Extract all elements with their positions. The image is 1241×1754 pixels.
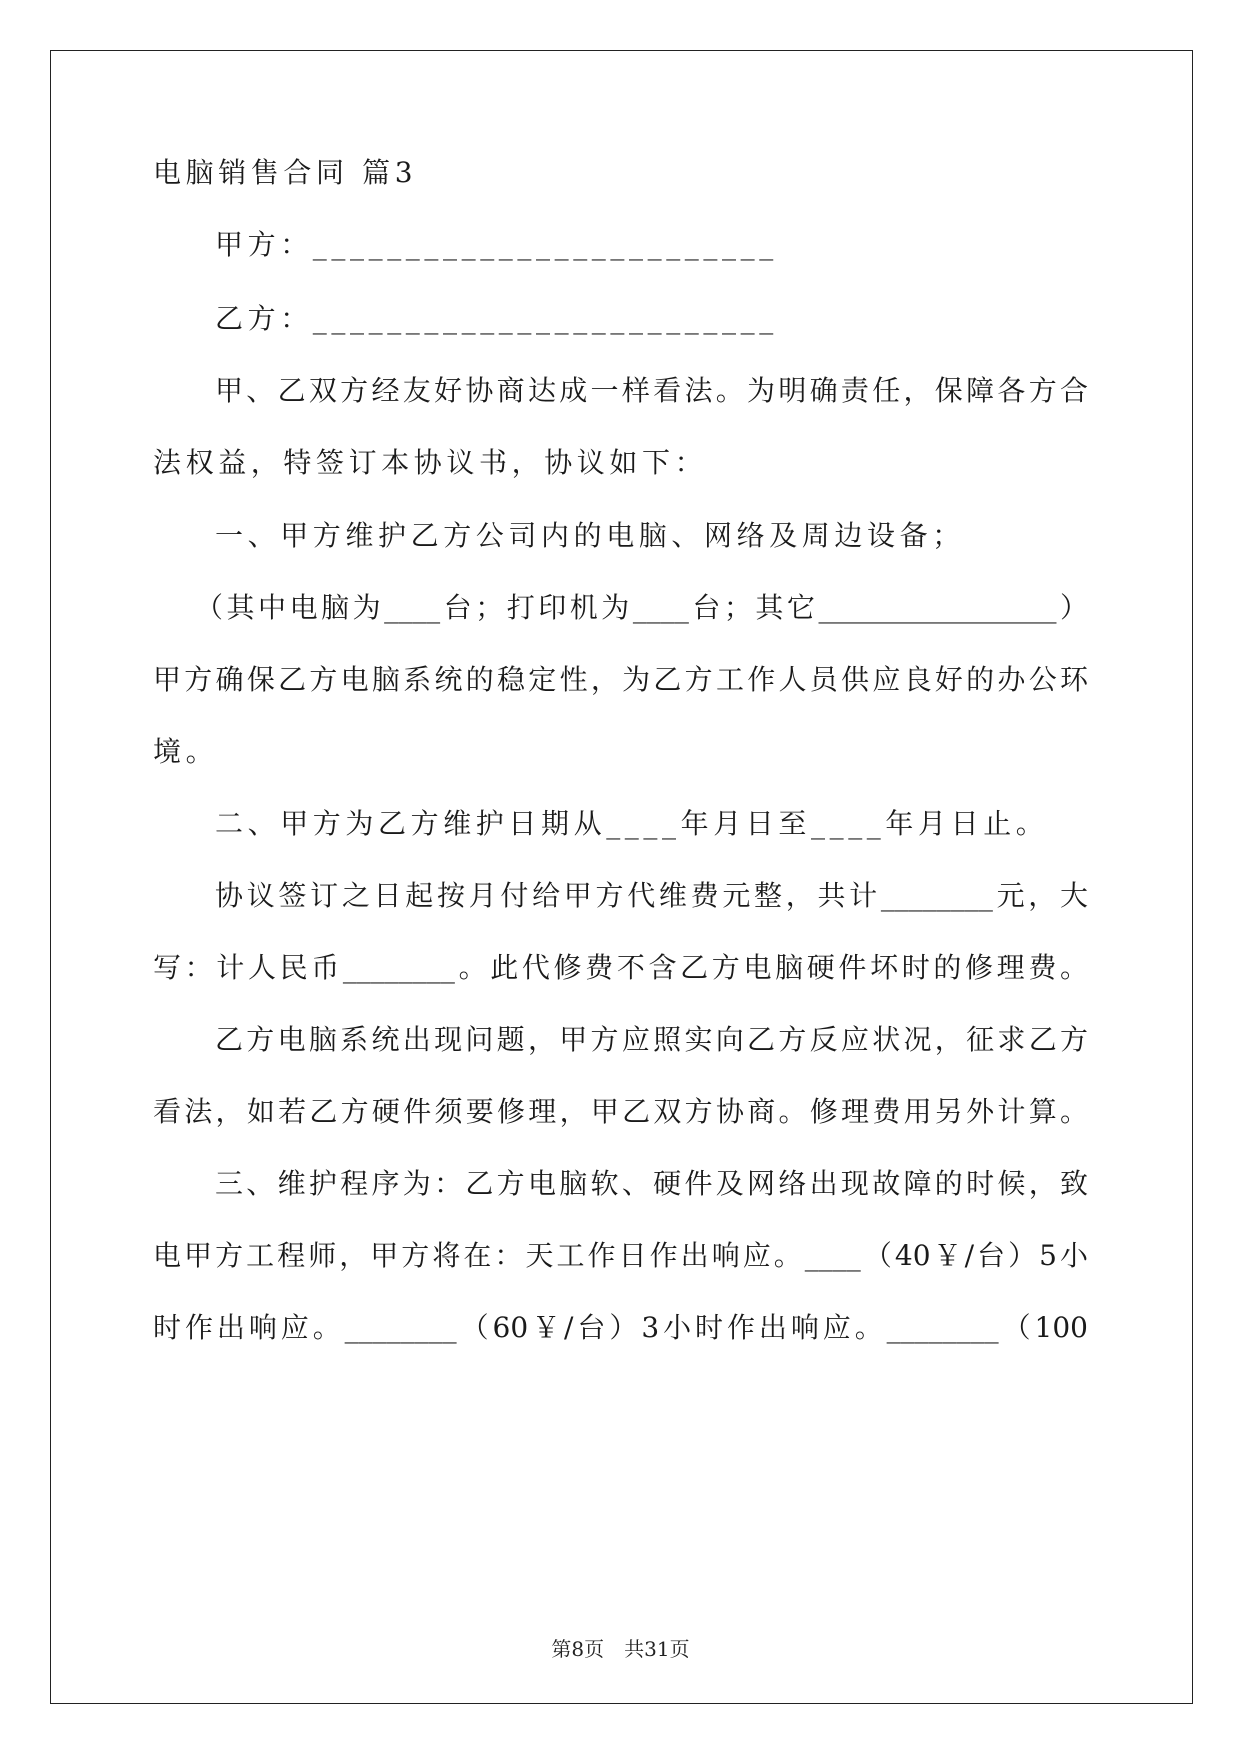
- paragraph-line: 甲、乙双方经友好协商达成一样看法。为明确责任，保障各方合: [215, 374, 1088, 407]
- paragraph-line: 电甲方工程师，甲方将在：天工作日作出响应。____（40￥/台）5小: [153, 1239, 1088, 1272]
- paragraph-line: 看法，如若乙方硬件须要修理，甲乙双方协商。修理费用另外计算。: [153, 1095, 1088, 1128]
- page-number-footer: 第8页 共31页: [551, 1637, 690, 1661]
- paragraph-line: （其中电脑为____台；打印机为____台；其它_________________）: [195, 591, 1088, 624]
- paragraph-line: 境。: [153, 735, 219, 768]
- document-title: 电脑销售合同 篇3: [153, 156, 418, 189]
- paragraph-line: 协议签订之日起按月付给甲方代维费元整，共计________元，大: [215, 879, 1088, 912]
- party-b-line: 乙方：_________________________: [215, 302, 778, 335]
- paragraph-line: 写：计人民币________。此代修费不含乙方电脑硬件坏时的修理费。: [153, 951, 1088, 984]
- clause-1-line: 一、甲方维护乙方公司内的电脑、网络及周边设备；: [215, 519, 965, 552]
- page-border: [50, 50, 1193, 1704]
- paragraph-line: 甲方确保乙方电脑系统的稳定性，为乙方工作人员供应良好的办公环: [153, 663, 1088, 696]
- paragraph-line: 时作出响应。________（60￥/台）3小时作出响应。________（100: [153, 1311, 1088, 1344]
- party-a-line: 甲方：_________________________: [215, 228, 778, 261]
- clause-2-line: 二、甲方为乙方维护日期从____年月日至____年月日止。: [215, 807, 1049, 840]
- paragraph-line: 乙方电脑系统出现问题，甲方应照实向乙方反应状况，征求乙方: [215, 1023, 1088, 1056]
- paragraph-line: 法权益，特签订本协议书，协议如下：: [153, 446, 708, 479]
- clause-3-line: 三、维护程序为：乙方电脑软、硬件及网络出现故障的时候，致: [215, 1167, 1088, 1200]
